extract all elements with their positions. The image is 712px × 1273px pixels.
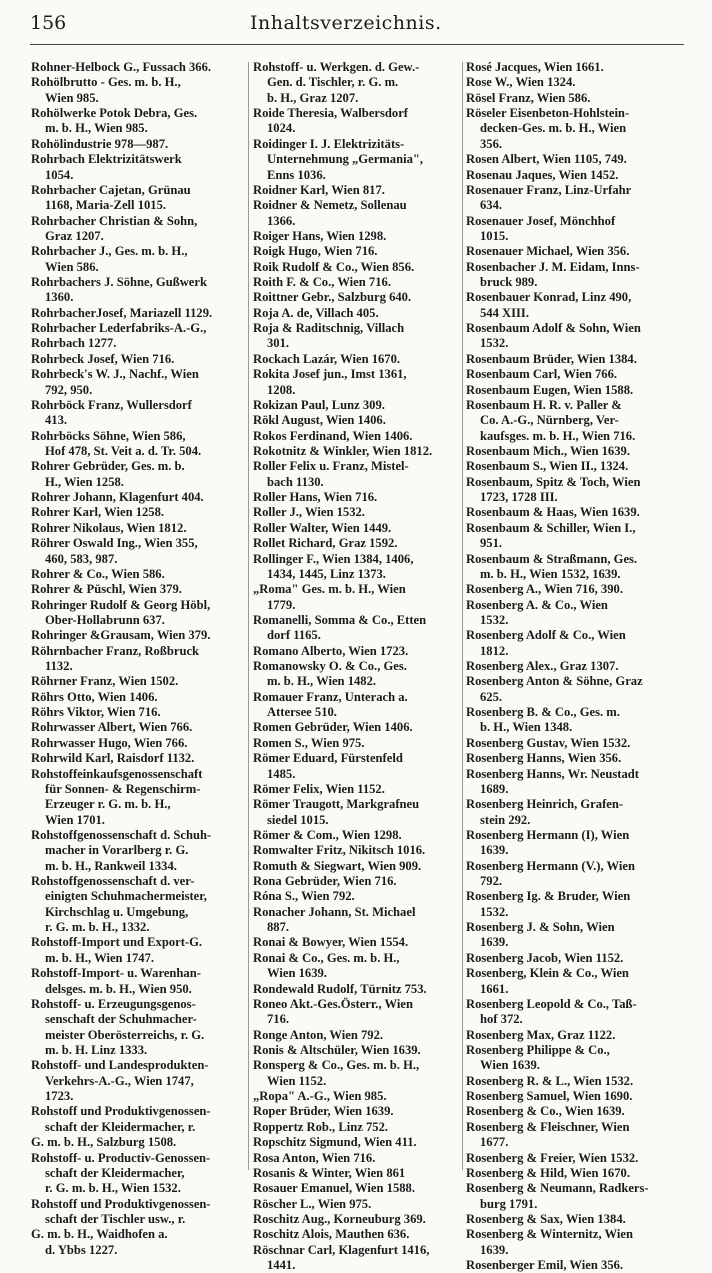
index-entry-line: Röhrs Otto, Wien 1406.: [31, 689, 158, 704]
index-entry-line: delsges. m. b. H., Wien 950.: [45, 981, 192, 996]
index-entry-line: m. b. H., Wien 1482.: [267, 674, 377, 689]
index-entry-line: Rosenbaum & Straßmann, Ges.: [466, 551, 638, 566]
index-entry-line: Wien 1701.: [45, 812, 105, 827]
index-entry-line: Roigk Hugo, Wien 716.: [253, 244, 378, 259]
index-entry-line: m. b. H., Rankweil 1334.: [45, 858, 177, 873]
index-entry-line: Rosenbaum Mich., Wien 1639.: [466, 443, 630, 458]
index-entry-line: Rosenbaum Eugen, Wien 1588.: [466, 382, 634, 397]
index-entry-line: Rohringer &Grausam, Wien 379.: [31, 628, 211, 643]
index-entry-line: Rosa Anton, Wien 716.: [253, 1150, 376, 1165]
index-entry-line: Graz 1207.: [45, 228, 104, 243]
index-entry-line: Rosauer Emanuel, Wien 1588.: [253, 1181, 415, 1196]
index-entry-line: Röscher L., Wien 975.: [253, 1196, 372, 1211]
index-entry-line: Rosenberg Hanns, Wr. Neustadt: [466, 766, 639, 781]
index-entry-line: Rohrbach 1277.: [31, 336, 117, 351]
index-entry-line: 1677.: [480, 1135, 509, 1150]
index-entry-line: Ronsperg & Co., Ges. m. b. H.,: [253, 1058, 420, 1073]
index-entry-line: Hof 478, St. Veit a. d. Tr. 504.: [45, 443, 202, 458]
index-entry-line: 792.: [480, 874, 503, 889]
index-entry-line: Roper Brüder, Wien 1639.: [253, 1104, 394, 1119]
index-entry-line: Rohrbach Elektrizitätswerk: [31, 152, 182, 167]
index-entry-line: Rohrer & Co., Wien 586.: [31, 566, 165, 581]
index-entry-line: siedel 1015.: [267, 812, 329, 827]
index-entry-line: Romen S., Wien 975.: [253, 735, 365, 750]
index-entry-line: Rosenbaum H. R. v. Paller &: [466, 397, 622, 412]
index-entry-line: Rohrwild Karl, Raisdorf 1132.: [31, 751, 195, 766]
index-entry-line: kaufsges. m. b. H., Wien 716.: [480, 428, 636, 443]
index-entry-line: 625.: [480, 689, 503, 704]
index-entry-line: Rockach Lazár, Wien 1670.: [253, 351, 401, 366]
index-entry-line: Unternehmung „Germania",: [267, 152, 424, 167]
index-entry-line: Rohrböck Franz, Wullersdorf: [31, 397, 192, 412]
index-entry-line: Rokotnitz & Winkler, Wien 1812.: [253, 443, 433, 458]
index-entry-line: 301.: [267, 336, 290, 351]
index-entry-line: 1434, 1445, Linz 1373.: [267, 566, 386, 581]
index-entry-line: burg 1791.: [480, 1196, 538, 1211]
index-entry-line: 1639.: [480, 935, 509, 950]
index-column-3: [466, 60, 681, 1273]
index-entry-line: 1366.: [267, 213, 296, 228]
index-entry-line: Rohrbeck Josef, Wien 716.: [31, 351, 175, 366]
index-entry-line: Rosenberg & Sax, Wien 1384.: [466, 1211, 626, 1226]
index-entry-line: Röhrnbacher Franz, Roßbruck: [31, 643, 200, 658]
index-entry-line: Roja A. de, Villach 405.: [253, 305, 379, 320]
index-entry-line: Rosenbaum Carl, Wien 766.: [466, 367, 618, 382]
index-entry-line: 1812.: [480, 643, 509, 658]
index-entry-line: Ropschitz Sigmund, Wien 411.: [253, 1135, 417, 1150]
index-entry-line: Romanowsky O. & Co., Ges.: [253, 659, 407, 674]
index-entry-line: Rosenberg Heinrich, Grafen-: [466, 797, 624, 812]
index-entry-line: 1639.: [480, 843, 509, 858]
index-entry-line: 1639.: [480, 1242, 509, 1257]
index-entry-line: Rosé Jacques, Wien 1661.: [466, 60, 604, 74]
index-entry-line: m. b. H., Wien 1532, 1639.: [480, 566, 621, 581]
index-entry-line: Rosenberg, Klein & Co., Wien: [466, 966, 629, 981]
index-entry-line: Rohstoff-Import- u. Warenhan-: [31, 966, 201, 981]
index-entry-line: Rohstoffgenossenschaft d. ver-: [31, 874, 195, 889]
index-entry-line: d. Ybbs 1227.: [45, 1242, 118, 1257]
index-entry-line: Romano Alberto, Wien 1723.: [253, 643, 409, 658]
index-entry-line: Rösel Franz, Wien 586.: [466, 90, 591, 105]
index-entry-line: Romauer Franz, Unterach a.: [253, 689, 408, 704]
index-entry-line: 1132.: [45, 659, 73, 674]
index-entry-line: G. m. b. H., Waidhofen a.: [31, 1227, 168, 1242]
index-entry-line: 460, 583, 987.: [45, 551, 118, 566]
index-entry-line: Rosenauer Josef, Mönchhof: [466, 213, 616, 228]
index-entry-line: Rosenberg R. & L., Wien 1532.: [466, 1073, 634, 1088]
index-entry-line: Rohstoff- u. Werkgen. d. Gew.-: [253, 60, 420, 74]
index-entry-line: Ronge Anton, Wien 792.: [253, 1027, 384, 1042]
index-entry-line: Rosenberg Jacob, Wien 1152.: [466, 950, 624, 965]
index-entry-line: schaft der Tischler usw., r.: [45, 1211, 186, 1226]
index-entry-line: Roschitz Alois, Mauthen 636.: [253, 1227, 410, 1242]
index-entry-line: Roja & Raditschnig, Villach: [253, 321, 405, 336]
index-entry-line: Rohrwasser Hugo, Wien 766.: [31, 735, 188, 750]
index-entry-line: Röschnar Carl, Klagenfurt 1416,: [253, 1242, 430, 1257]
index-entry-line: Rosenauer Franz, Linz-Urfahr: [466, 182, 632, 197]
index-entry-line: Kirchschlag u. Umgebung,: [45, 904, 189, 919]
index-entry-line: Rohrbeck's W. J., Nachf., Wien: [31, 367, 199, 382]
index-entry-line: Rökl August, Wien 1406.: [253, 413, 386, 428]
index-entry-line: Römer Eduard, Fürstenfeld: [253, 751, 403, 766]
index-entry-line: Rosenbacher J. M. Eidam, Inns-: [466, 259, 640, 274]
index-entry-line: Roik Rudolf & Co., Wien 856.: [253, 259, 415, 274]
index-entry-line: Rosenberg Alex., Graz 1307.: [466, 659, 619, 674]
index-entry-line: 792, 950.: [45, 382, 93, 397]
index-entry-line: Wien 586.: [45, 259, 99, 274]
index-entry-line: 1723, 1728 III.: [480, 490, 558, 505]
index-entry-line: Rokizan Paul, Lunz 309.: [253, 397, 385, 412]
index-entry-line: Rohner-Helbock G., Fussach 366.: [31, 60, 212, 74]
index-entry-line: schaft der Kleidermacher,: [45, 1165, 185, 1180]
index-entry-line: Ronis & Altschüler, Wien 1639.: [253, 1043, 421, 1057]
index-entry-line: Röhrer Oswald Ing., Wien 355,: [31, 536, 198, 551]
index-entry-line: Rosenberg & Winternitz, Wien: [466, 1227, 633, 1242]
index-entry-line: Ronai & Co., Ges. m. b. H.,: [253, 950, 400, 965]
index-entry-line: Rosenberg Adolf & Co., Wien: [466, 628, 626, 643]
index-entry-line: Róna S., Wien 792.: [253, 889, 355, 904]
index-entry-line: Roide Theresia, Walbersdorf: [253, 106, 408, 121]
index-entry-line: Ronai & Bowyer, Wien 1554.: [253, 935, 409, 950]
index-entry-line: r. G. m. b. H., 1332.: [45, 920, 150, 935]
index-entry-line: dorf 1165.: [267, 628, 321, 643]
index-entry-line: Rosenauer Michael, Wien 356.: [466, 244, 630, 259]
index-entry-line: Rosenberg A., Wien 716, 390.: [466, 582, 623, 597]
column-divider: [248, 62, 249, 1170]
index-entry-line: Verkehrs-A.-G., Wien 1747,: [45, 1073, 194, 1088]
index-entry-line: b. H., Graz 1207.: [267, 90, 359, 105]
index-entry-line: Rosenberg Ig. & Bruder, Wien: [466, 889, 631, 904]
index-entry-line: Rondewald Rudolf, Türnitz 753.: [253, 981, 427, 996]
index-entry-line: 544 XIII.: [480, 305, 529, 320]
index-entry-line: Rohrer Johann, Klagenfurt 404.: [31, 490, 204, 505]
index-entry-line: 1485.: [267, 766, 296, 781]
index-entry-line: 1024.: [267, 121, 296, 136]
index-entry-line: 1532.: [480, 612, 509, 627]
index-entry-line: Rosenberg Hermann (V.), Wien: [466, 858, 635, 873]
index-entry-line: Roith F. & Co., Wien 716.: [253, 275, 391, 290]
index-entry-line: Rohstoff und Produktivgenossen-: [31, 1196, 211, 1211]
index-entry-line: bach 1130.: [267, 474, 324, 489]
index-entry-line: Enns 1036.: [267, 167, 326, 182]
index-entry-line: Rollet Richard, Graz 1592.: [253, 536, 398, 551]
index-entry-line: Rohstoff- u. Productiv-Genossen-: [31, 1150, 211, 1165]
index-entry-line: für Sonnen- & Regenschirm-: [45, 781, 201, 796]
index-entry-line: Rosenberg Max, Graz 1122.: [466, 1027, 616, 1042]
index-entry-line: Rosenbauer Konrad, Linz 490,: [466, 290, 632, 305]
index-entry-line: G. m. b. H., Salzburg 1508.: [31, 1135, 177, 1150]
index-entry-line: 887.: [267, 920, 290, 935]
index-entry-line: Rohrer & Püschl, Wien 379.: [31, 582, 182, 597]
index-entry-line: Rosenberg Philippe & Co.,: [466, 1043, 610, 1057]
index-entry-line: Attersee 510.: [267, 705, 337, 720]
index-entry-line: Rosenberg Hanns, Wien 356.: [466, 751, 622, 766]
index-entry-line: Rosenau Jaques, Wien 1452.: [466, 167, 619, 182]
index-entry-line: m. b. H., Wien 985.: [45, 121, 148, 136]
index-entry-line: Romwalter Fritz, Nikitsch 1016.: [253, 843, 426, 858]
index-entry-line: Rohölindustrie 978—987.: [31, 136, 169, 151]
index-entry-line: Röhrner Franz, Wien 1502.: [31, 674, 179, 689]
index-entry-line: Rollinger F., Wien 1384, 1406,: [253, 551, 414, 566]
index-entry-line: Rohölbrutto - Ges. m. b. H.,: [31, 75, 181, 90]
index-entry-line: Rosenberg Leopold & Co., Taß-: [466, 996, 637, 1011]
index-entry-line: Rohstoff- und Landesprodukten-: [31, 1058, 209, 1073]
index-entry-line: 413.: [45, 413, 68, 428]
index-entry-line: 951.: [480, 536, 503, 551]
column-divider: [462, 62, 463, 1170]
index-entry-line: Rosenberg A. & Co., Wien: [466, 597, 608, 612]
index-entry-line: Wien 1639.: [480, 1058, 540, 1073]
index-entry-line: Rosenberg Gustav, Wien 1532.: [466, 735, 631, 750]
index-entry-line: 1015.: [480, 228, 509, 243]
index-entry-line: Roidinger I. J. Elektrizitäts-: [253, 136, 405, 151]
index-entry-line: Röseler Eisenbeton-Hohlstein-: [466, 106, 630, 121]
index-entry-line: Rohrer Nikolaus, Wien 1812.: [31, 520, 187, 535]
index-entry-line: Rohstoff und Produktivgenossen-: [31, 1104, 211, 1119]
index-entry-line: stein 292.: [480, 812, 531, 827]
index-entry-line: Rosenbaum, Spitz & Toch, Wien: [466, 474, 641, 489]
header-rule: [30, 44, 684, 45]
index-entry-line: Co. A.-G., Nürnberg, Ver-: [480, 413, 619, 428]
index-entry-line: Roller Felix u. Franz, Mistel-: [253, 459, 409, 474]
index-entry-line: Rohringer Rudolf & Georg Höbl,: [31, 597, 211, 612]
index-entry-line: Rosenberg Anton & Söhne, Graz: [466, 674, 643, 689]
index-entry-line: H., Wien 1258.: [45, 474, 124, 489]
index-entry-line: Wien 1639.: [267, 966, 327, 981]
index-entry-line: Erzeuger r. G. m. b. H.,: [45, 797, 171, 812]
index-entry-line: decken-Ges. m. b. H., Wien: [480, 121, 627, 136]
page-title: Inhaltsverzeichnis.: [250, 12, 442, 34]
index-entry-line: Römer Traugott, Markgrafneu: [253, 797, 420, 812]
index-entry-line: Rohstoff-Import und Export-G.: [31, 935, 203, 950]
index-entry-line: 1689.: [480, 781, 509, 796]
index-entry-line: Rohrer Karl, Wien 1258.: [31, 505, 165, 520]
index-entry-line: Roschitz Aug., Korneuburg 369.: [253, 1211, 426, 1226]
index-entry-line: Rohölwerke Potok Debra, Ges.: [31, 106, 198, 121]
index-entry-line: Römer Felix, Wien 1152.: [253, 781, 385, 796]
index-entry-line: Rosenberg & Co., Wien 1639.: [466, 1104, 625, 1119]
index-entry-line: Rohrwasser Albert, Wien 766.: [31, 720, 193, 735]
index-entry-line: Rosenberg & Freier, Wien 1532.: [466, 1150, 639, 1165]
index-entry-line: Römer & Com., Wien 1298.: [253, 827, 402, 842]
index-entry-line: Rokos Ferdinand, Wien 1406.: [253, 428, 413, 443]
index-entry-line: schaft der Kleidermacher, r.: [45, 1119, 196, 1134]
page-number: 156: [30, 12, 67, 34]
index-entry-line: Roneo Akt.-Ges.Österr., Wien: [253, 996, 413, 1011]
index-entry-line: Rosenberg B. & Co., Ges. m.: [466, 705, 620, 720]
index-entry-line: 1661.: [480, 981, 509, 996]
index-entry-line: Ronacher Johann, St. Michael: [253, 904, 416, 919]
index-entry-line: Roppertz Rob., Linz 752.: [253, 1119, 389, 1134]
index-entry-line: Rohrbacher Lederfabriks-A.-G.,: [31, 321, 207, 336]
index-entry-line: Rosenbaum & Haas, Wien 1639.: [466, 505, 640, 520]
index-entry-line: Roller Hans, Wien 716.: [253, 490, 378, 505]
index-entry-line: b. H., Wien 1348.: [480, 720, 573, 735]
index-entry-line: Roller Walter, Wien 1449.: [253, 520, 392, 535]
index-entry-line: Rohstoffeinkaufsgenossenschaft: [31, 766, 203, 781]
index-entry-line: einigten Schuhmachermeister,: [45, 889, 207, 904]
index-entry-line: Rohstoffgenossenschaft d. Schuh-: [31, 827, 212, 842]
index-entry-line: Romanelli, Somma & Co., Etten: [253, 612, 427, 627]
index-column-2: [253, 60, 460, 1273]
index-entry-line: Rohrbacher Christian & Sohn,: [31, 213, 198, 228]
index-entry-line: Romuth & Siegwart, Wien 909.: [253, 858, 422, 873]
index-entry-line: 1360.: [45, 290, 74, 305]
index-entry-line: Rosenbaum Adolf & Sohn, Wien: [466, 321, 641, 336]
index-entry-line: Wien 985.: [45, 90, 99, 105]
index-entry-line: senschaft der Schuhmacher-: [45, 1012, 197, 1027]
index-entry-line: Roidner & Nemetz, Sollenau: [253, 198, 407, 213]
index-entry-line: Rohrböcks Söhne, Wien 586,: [31, 428, 186, 443]
index-entry-line: Röhrs Viktor, Wien 716.: [31, 705, 161, 720]
index-entry-line: Rosenberg J. & Sohn, Wien: [466, 920, 615, 935]
index-entry-line: 716.: [267, 1012, 290, 1027]
index-entry-line: r. G. m. b. H., Wien 1532.: [45, 1181, 181, 1196]
index-entry-line: Rosanis & Winter, Wien 861: [253, 1165, 406, 1180]
index-entry-line: Gen. d. Tischler, r. G. m.: [267, 75, 399, 90]
index-entry-line: Roidner Karl, Wien 817.: [253, 182, 385, 197]
index-entry-line: 1532.: [480, 336, 509, 351]
index-entry-line: Rohrer Gebrüder, Ges. m. b.: [31, 459, 185, 474]
index-entry-line: Rosenbaum Brüder, Wien 1384.: [466, 351, 637, 366]
index-entry-line: 1054.: [45, 167, 74, 182]
index-entry-line: Rose W., Wien 1324.: [466, 75, 576, 90]
index-entry-line: Ober-Hollabrunn 637.: [45, 612, 165, 627]
index-entry-line: macher in Vorarlberg r. G.: [45, 843, 189, 858]
index-entry-line: Rosenberger Emil, Wien 356.: [466, 1258, 624, 1273]
index-entry-line: „Ropa" A.-G., Wien 985.: [253, 1089, 387, 1104]
index-entry-line: Rosenberg Samuel, Wien 1690.: [466, 1089, 633, 1104]
index-entry-line: Roittner Gebr., Salzburg 640.: [253, 290, 412, 305]
index-entry-line: m. b. H. Linz 1333.: [45, 1043, 148, 1057]
index-entry-line: Rosen Albert, Wien 1105, 749.: [466, 152, 627, 167]
index-entry-line: bruck 989.: [480, 275, 538, 290]
index-entry-line: 1779.: [267, 597, 296, 612]
index-entry-line: Romen Gebrüder, Wien 1406.: [253, 720, 413, 735]
index-entry-line: „Roma" Ges. m. b. H., Wien: [253, 582, 406, 597]
index-entry-line: hof 372.: [480, 1012, 523, 1027]
index-entry-line: 1723.: [45, 1089, 74, 1104]
index-entry-line: Rosenbaum & Schiller, Wien I.,: [466, 520, 636, 535]
index-entry-line: 1208.: [267, 382, 296, 397]
index-entry-line: Wien 1152.: [267, 1073, 327, 1088]
index-entry-line: 1532.: [480, 904, 509, 919]
index-entry-line: 1441.: [267, 1258, 296, 1273]
index-entry-line: Rosenberg Hermann (I), Wien: [466, 827, 630, 842]
index-entry-line: Roiger Hans, Wien 1298.: [253, 228, 387, 243]
index-entry-line: Rosenberg & Neumann, Radkers-: [466, 1181, 649, 1196]
index-entry-line: 356.: [480, 136, 503, 151]
index-entry-line: Rohrbachers J. Söhne, Gußwerk: [31, 275, 207, 290]
index-entry-line: Roller J., Wien 1532.: [253, 505, 365, 520]
index-entry-line: Rosenberg & Hild, Wien 1670.: [466, 1165, 630, 1180]
index-entry-line: Rokita Josef jun., Imst 1361,: [253, 367, 407, 382]
index-entry-line: Rosenberg & Fleischner, Wien: [466, 1119, 630, 1134]
index-entry-line: 1168, Maria-Zell 1015.: [45, 198, 167, 213]
index-entry-line: Rona Gebrüder, Wien 716.: [253, 874, 397, 889]
index-entry-line: RohrbacherJosef, Mariazell 1129.: [31, 305, 213, 320]
index-entry-line: Rosenbaum S., Wien II., 1324.: [466, 459, 629, 474]
index-entry-line: Rohrbacher Cajetan, Grünau: [31, 182, 191, 197]
index-column-1: [31, 60, 246, 1258]
index-entry-line: Rohrbacher J., Ges. m. b. H.,: [31, 244, 188, 259]
index-entry-line: Rohstoff- u. Erzeugungsgenos-: [31, 996, 196, 1011]
index-entry-line: m. b. H., Wien 1747.: [45, 950, 155, 965]
index-entry-line: 634.: [480, 198, 503, 213]
index-entry-line: meister Oberösterreichs, r. G.: [45, 1027, 205, 1042]
